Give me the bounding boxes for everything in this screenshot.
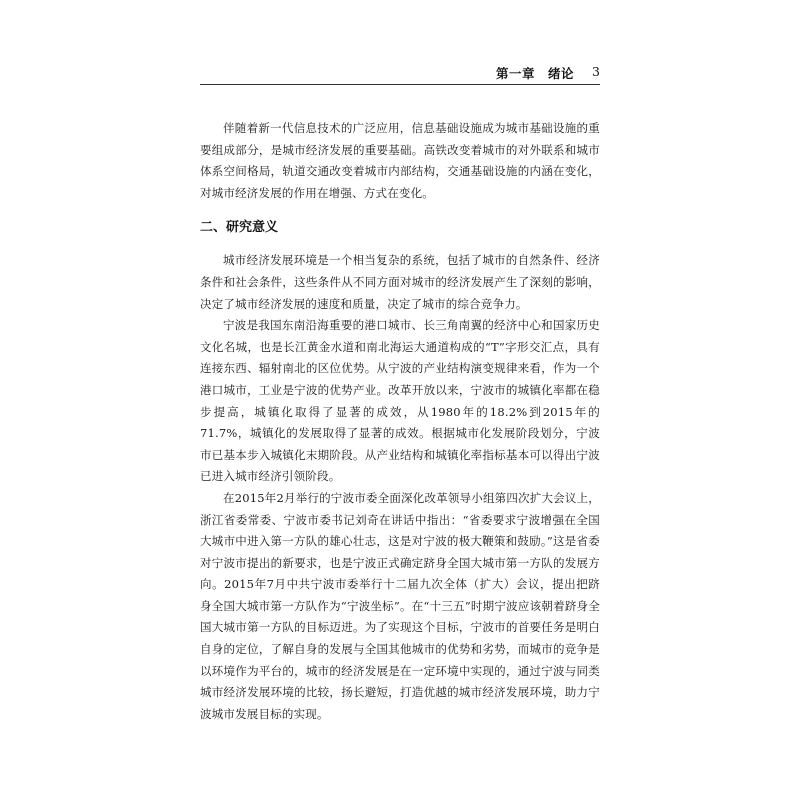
page-body xyxy=(200,118,600,725)
page-number: 3 xyxy=(592,64,600,79)
section-heading: 二、研究意义 xyxy=(200,220,279,236)
paragraph-ningbo-goal: 在2015年2月举行的宁波市委全面深化改革领导小组第四次扩大会议上，浙江省委常委、宁波市委书记刘奇在讲话中指出：“省委要求宁波增强在全国大城市中进入第一方队的雄心壮志，这是对宁波的极大鞭策和鼓励。”这是省委对宁波市提出的新要求，也是宁波正式确定跻身全国大城市第一方队的发展方向。2015年7月中共宁波市委举行十二届九次全体（扩大）会议，提出把跻身全国大城市第一方队作为“宁波坐标”。在“十三五”时期宁波应该朝着跻身全国大城市第一方队的目标迈进。为了实现这个目标，宁波市的首要任务是明白自身的定位，了解自身的发展与全国其他城市的优势和劣势，而城市的竞争是以环境作为平台的，城市的经济发展是在一定环境中实现的，通过宁波与同类城市经济发展环境的比较，扬长避短，打造优越的城市经济发展环境，助力宁波城市发展目标的实现。 xyxy=(200,490,600,721)
running-header xyxy=(200,62,600,85)
paragraph-infrastructure: 伴随着新一代信息技术的广泛应用，信息基础设施成为城市基础设施的重要组成部分，是城市经济发展的重要基础。高铁改变着城市的对外联系和城市体系空间格局，轨道交通改变着城市内部结构，交通基础设施的内涵在变化，对城市经济发展的作用在增强、方式在变化。 xyxy=(200,121,600,200)
paragraph-environment: 城市经济发展环境是一个相当复杂的系统，包括了城市的自然条件、经济条件和社会条件，这些条件从不同方面对城市的经济发展产生了深刻的影响，决定了城市经济发展的速度和质量，决定了城市的综合竞争力。 xyxy=(200,253,600,311)
chapter-title: 第一章 绪论 xyxy=(495,66,574,81)
paragraph-ningbo-overview: 宁波是我国东南沿海重要的港口城市、长三角南翼的经济中心和国家历史文化名城，也是长江黄金水道和南北海运大通道构成的“T”字形交汇点，具有连接东西、辐射南北的区位优势。从宁波的产业结构演变规律来看，作为一个港口城市，工业是宁波的优势产业。改革开放以来，宁波市的城镇化率都在稳步提高，城镇化取得了显著的成效，从1980年的18.2%到2015年的71.7%，城镇化的发展取得了显著的成效。根据城市化发展阶段划分，宁波市已基本步入城镇化末期阶段。从产业结构和城镇化率指标基本可以得出宁波已进入城市经济引领阶段。 xyxy=(200,318,600,484)
